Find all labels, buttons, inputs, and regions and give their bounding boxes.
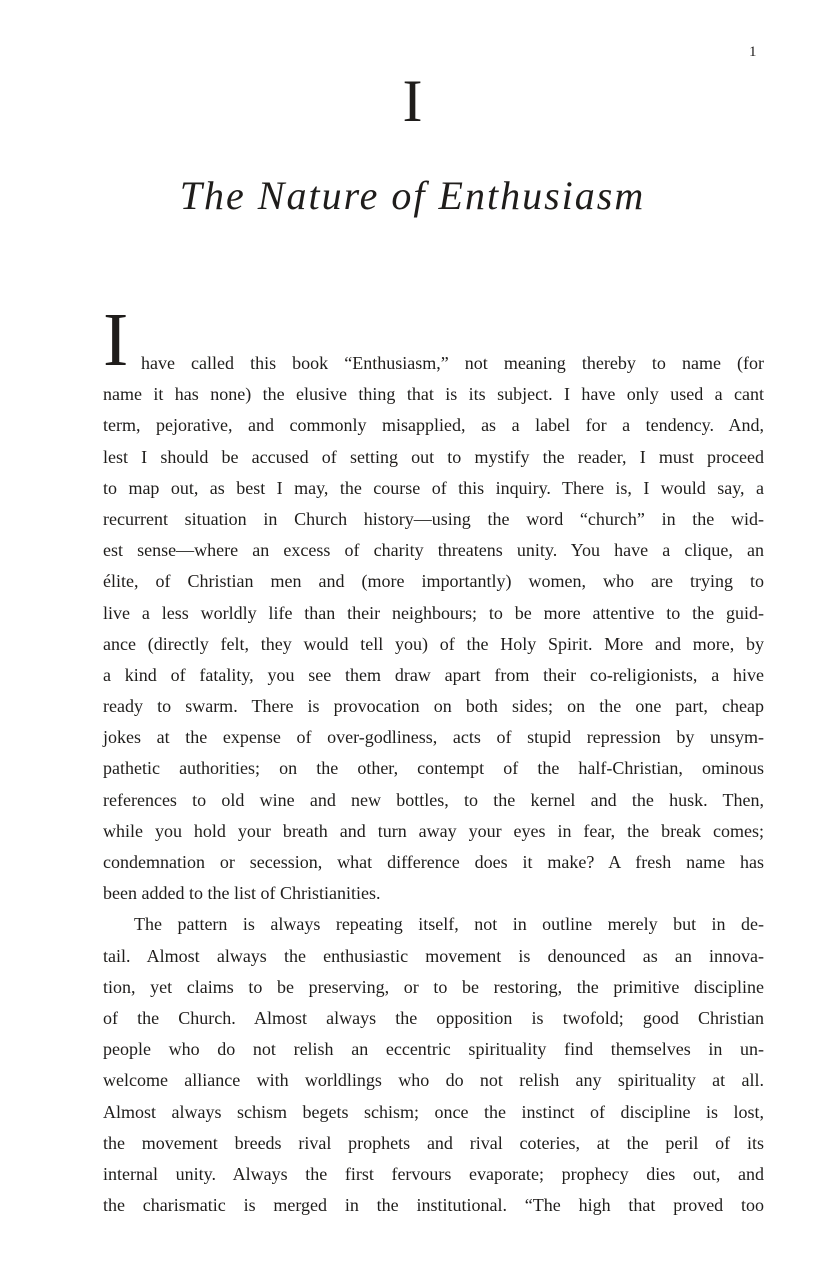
body-line: to map out, as best I may, the course of this inquiry. There is, I would say, a: [103, 477, 764, 498]
body-line: of the Church. Almost always the opposition is twofold; good Christian: [103, 1007, 764, 1028]
body-line: tion, yet claims to be preserving, or to be restoring, the primitive discipline: [103, 976, 764, 997]
body-line: [103, 298, 764, 382]
drop-cap: I: [103, 298, 129, 382]
body-line: term, pejorative, and commonly misapplied, as a label for a tendency. And,: [103, 415, 764, 436]
body-line: live a less worldly life than their neighbours; to be more attentive to the guid-: [103, 602, 764, 623]
body-line: the movement breeds rival prophets and rival coteries, at the peril of its: [103, 1132, 764, 1153]
body-line: pathetic authorities; on the other, contempt of the half-Christian, ominous: [103, 758, 764, 779]
chapter-title: The Nature of Enthusiasm: [179, 173, 646, 218]
body-text: [103, 298, 764, 1221]
body-line: tail. Almost always the enthusiastic movement is denounced as an innova-: [103, 945, 764, 966]
body-line: recurrent situation in Church history—using the word “church” in the wid-: [103, 508, 764, 529]
body-line: The pattern is always repeating itself, not in outline merely but in de-: [134, 914, 764, 935]
body-line: Almost always schism begets schism; once the instinct of discipline is lost,: [103, 1101, 764, 1122]
body-line: while you hold your breath and turn away your eyes in fear, the break comes;: [103, 820, 764, 841]
paragraph: [103, 909, 764, 1221]
body-line: a kind of fatality, you see them draw apart from their co-religionists, a hive: [103, 664, 764, 685]
body-line: ready to swarm. There is provocation on both sides; on the one part, cheap: [103, 696, 764, 717]
body-line: lest I should be accused of setting out to mystify the reader, I must proceed: [103, 446, 764, 467]
body-line: references to old wine and new bottles, to the kernel and the husk. Then,: [103, 789, 764, 810]
body-line: the charismatic is merged in the institutional. “The high that proved too: [103, 1195, 764, 1216]
body-line: élite, of Christian men and (more importantly) women, who are trying to: [103, 571, 764, 592]
body-line: jokes at the expense of over-godliness, acts of stupid repression by unsym-: [103, 727, 764, 748]
body-line: condemnation or secession, what difference does it make? A fresh name has: [103, 852, 764, 872]
body-line: internal unity. Always the first fervours evaporate; prophecy dies out, and: [103, 1163, 764, 1184]
body-line: people who do not relish an eccentric spirituality find themselves in un-: [103, 1039, 764, 1060]
paragraph: [103, 298, 764, 909]
body-line: name it has none) the elusive thing that is its subject. I have only used a cant: [103, 384, 764, 405]
body-line: est sense—where an excess of charity threatens unity. You have a clique, an: [103, 540, 764, 561]
body-line: welcome alliance with worldlings who do not relish any spirituality at all.: [103, 1070, 764, 1091]
chapter-numeral: I: [402, 68, 423, 134]
body-line: been added to the list of Christianities.: [103, 883, 381, 904]
body-line: ance (directly felt, they would tell you) of the Holy Spirit. More and more, by: [103, 633, 764, 654]
page-number: 1: [749, 44, 757, 60]
body-line-text: have called this book “Enthusiasm,” not meaning thereby to name (for: [141, 353, 764, 373]
